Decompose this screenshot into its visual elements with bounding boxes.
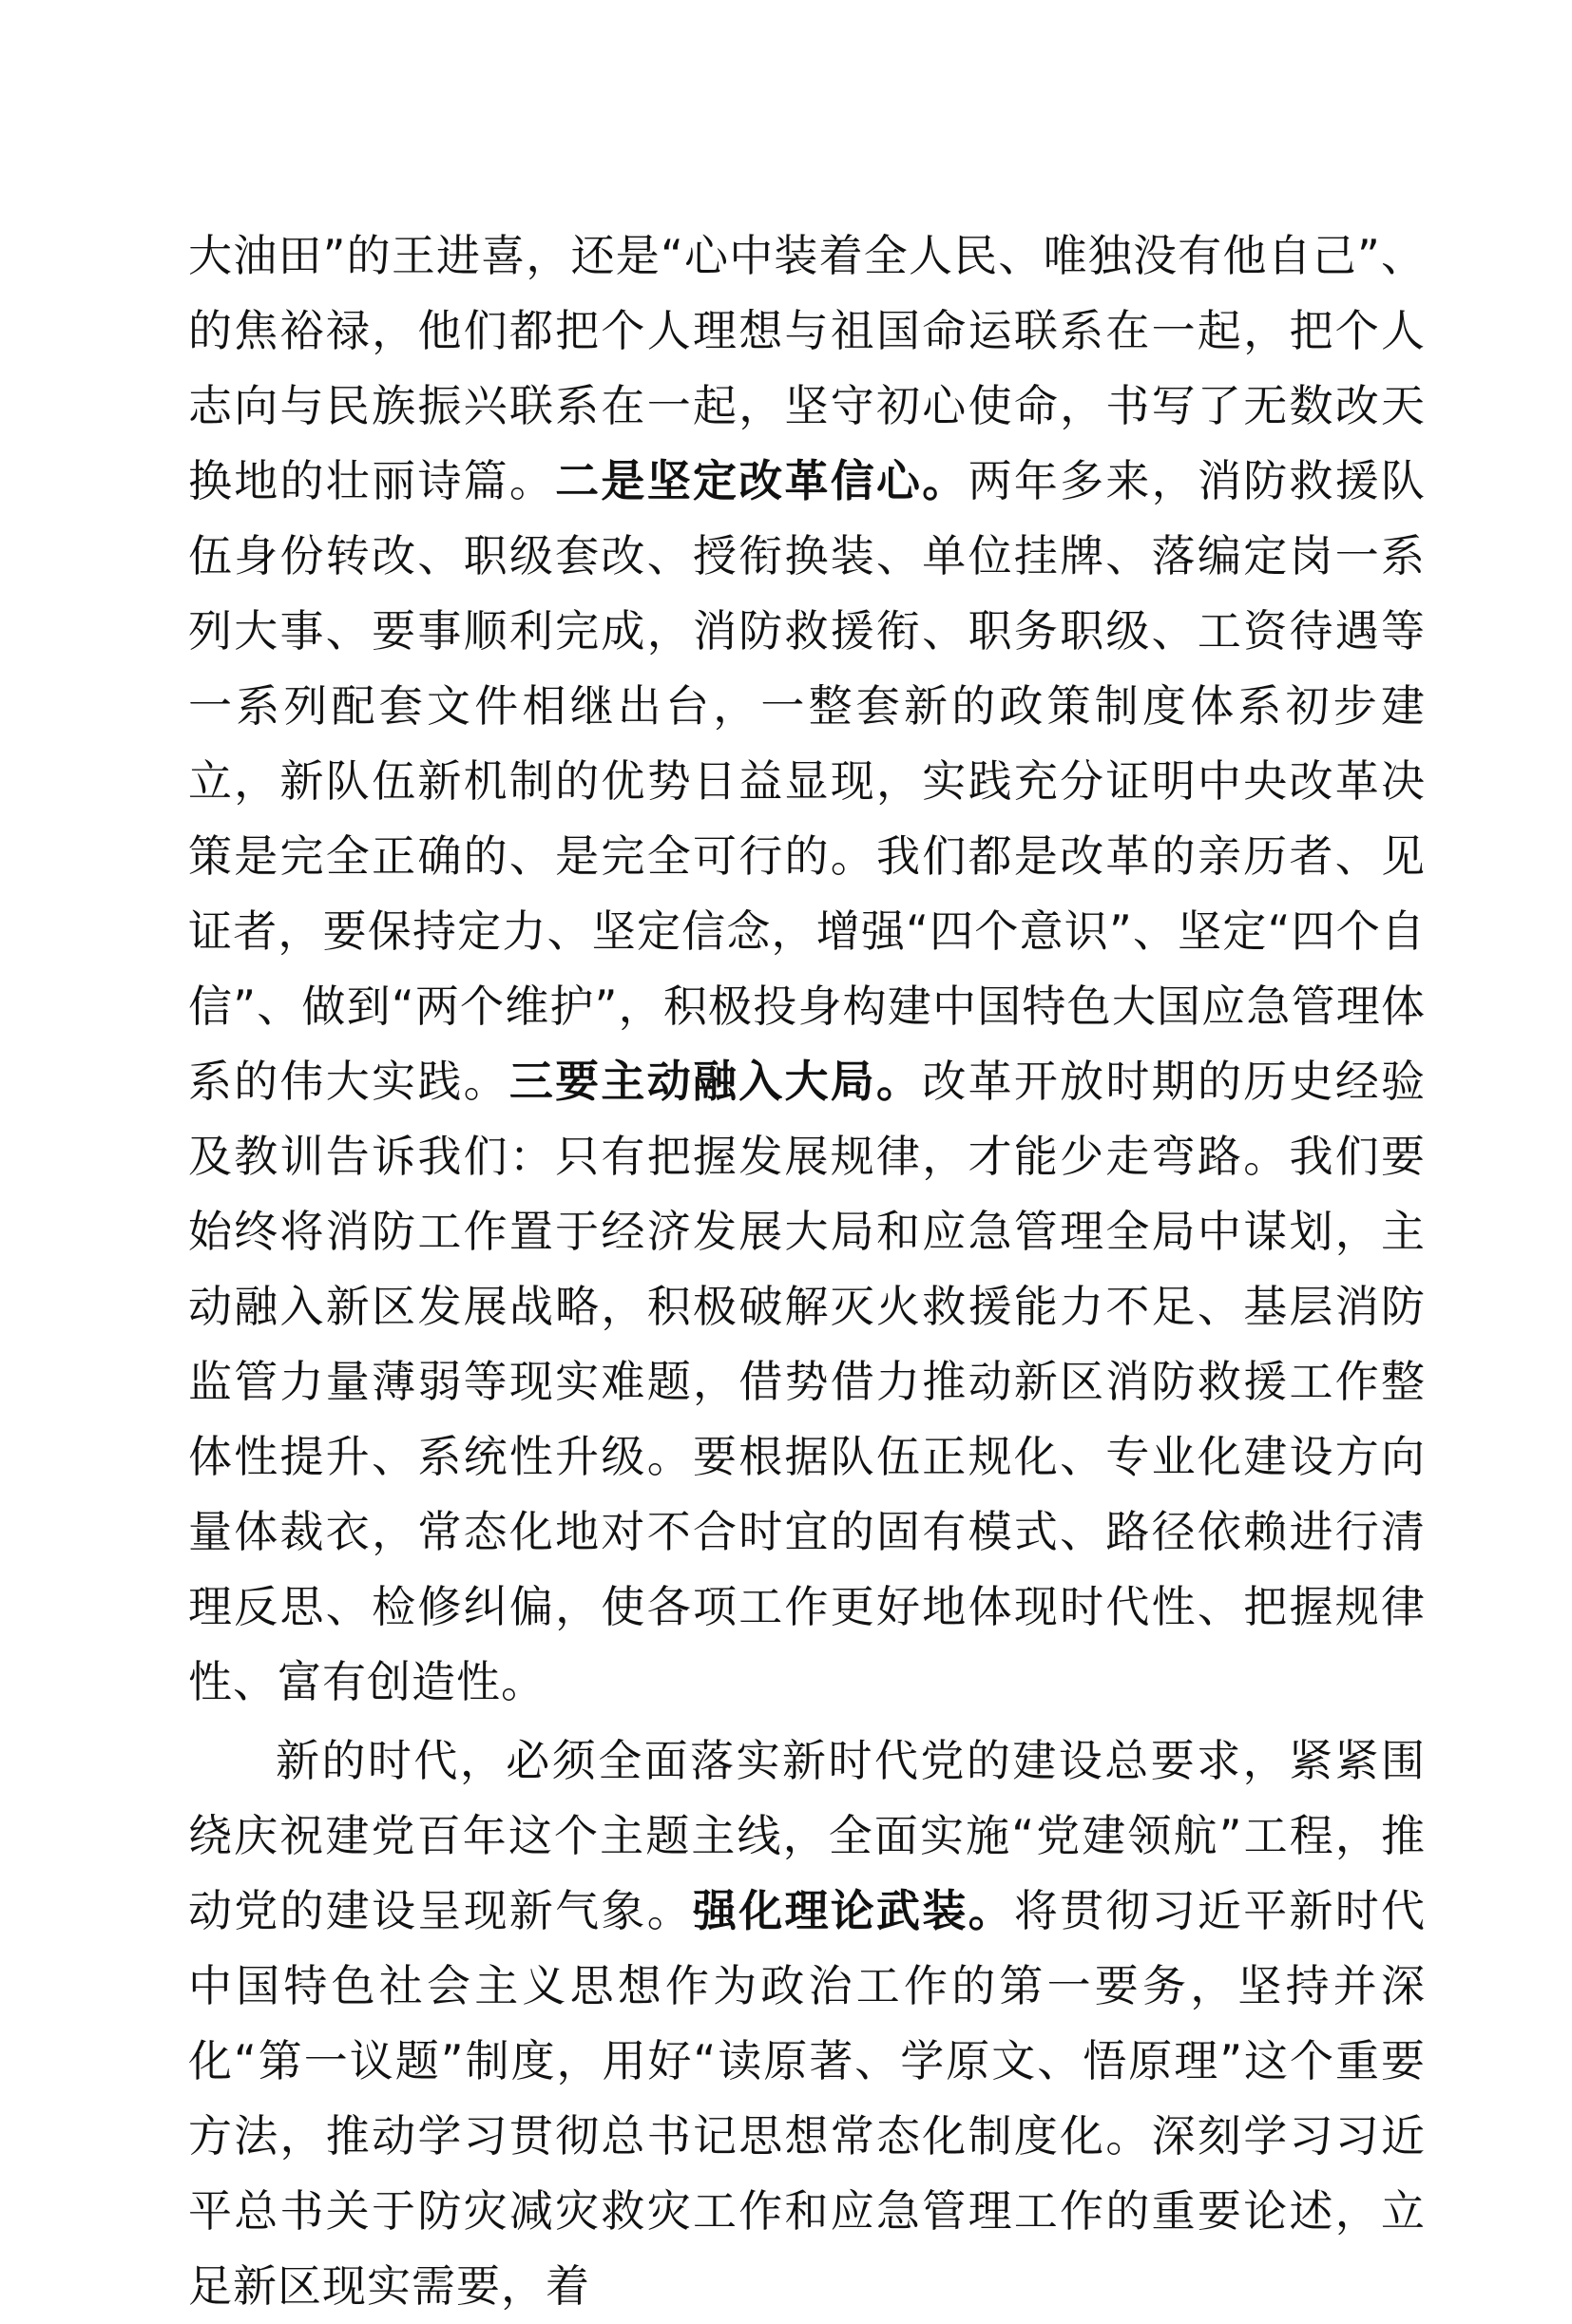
heading-strengthen-reform-confidence: 二是坚定改革信心。 [555, 455, 968, 506]
document-body [188, 219, 1426, 2324]
paragraph-2-text-2: 将贯彻习近平新时代中国特色社会主义思想作为政治工作的第一要务，坚持并深化“第一议题”制度，用好“读原著、学原文、悟原理”这个重要方法，推动学习贯彻总书记思想常态化制度化。深刻学习习近平总书关于防灾减灾救灾工作和应急管理工作的重要论述，立足新区现实需要，着 [188, 1885, 1427, 2312]
paragraph-1-text-1: 大油田”的王进喜，还是“心中装着全人民、唯独没有他自己”、的焦裕禄，他们都把个人理想与祖国命运联系在一起，把个人志向与民族振兴联系在一起，坚守初心使命，书写了无数改天换地的壮丽诗篇。 [188, 230, 1426, 506]
paragraph-2 [188, 1724, 1426, 2324]
paragraph-1-text-3: 改革开放时期的历史经验及教训告诉我们：只有把握发展规律，才能少走弯路。我们要始终将消防工作置于经济发展大局和应急管理全局中谋划，主动融入新区发展战略，积极破解灭火救援能力不足、基层消防监管力量薄弱等现实难题，借势借力推动新区消防救援工作整体性提升、系统性升级。要根据队伍正规化、专业化建设方向量体裁衣，常态化地对不合时宜的固有模式、路径依赖进行清理反思、检修纠偏，使各项工作更好地体现时代性、把握规律性、富有创造性。 [188, 1056, 1427, 1707]
heading-integrate-into-overall-situation: 三要主动融入大局。 [508, 1056, 923, 1107]
paragraph-2-text-1: 新的时代，必须全面落实新时代党的建设总要求，紧紧围绕庆祝建党百年这个主题主线，全面实施“党建领航”工程，推动党的建设呈现新气象。 [188, 1735, 1426, 1936]
paragraph-1 [188, 219, 1426, 1720]
paragraph-1-text-2: 两年多来，消防救援队伍身份转改、职级套改、授衔换装、单位挂牌、落编定岗一系列大事、要事顺利完成，消防救援衔、职务职级、工资待遇等一系列配套文件相继出台，一整套新的政策制度体系初步建立，新队伍新机制的优势日益显现，实践充分证明中央改革决策是完全正确的、是完全可行的。我们都是改革的亲历者、见证者，要保持定力、坚定信念，增强“四个意识”、坚定“四个自信”、做到“两个维护”，积极投身构建中国特色大国应急管理体系的伟大实践。 [188, 455, 1427, 1107]
heading-strengthen-theoretical-armament: 强化理论武装。 [692, 1885, 1014, 1936]
